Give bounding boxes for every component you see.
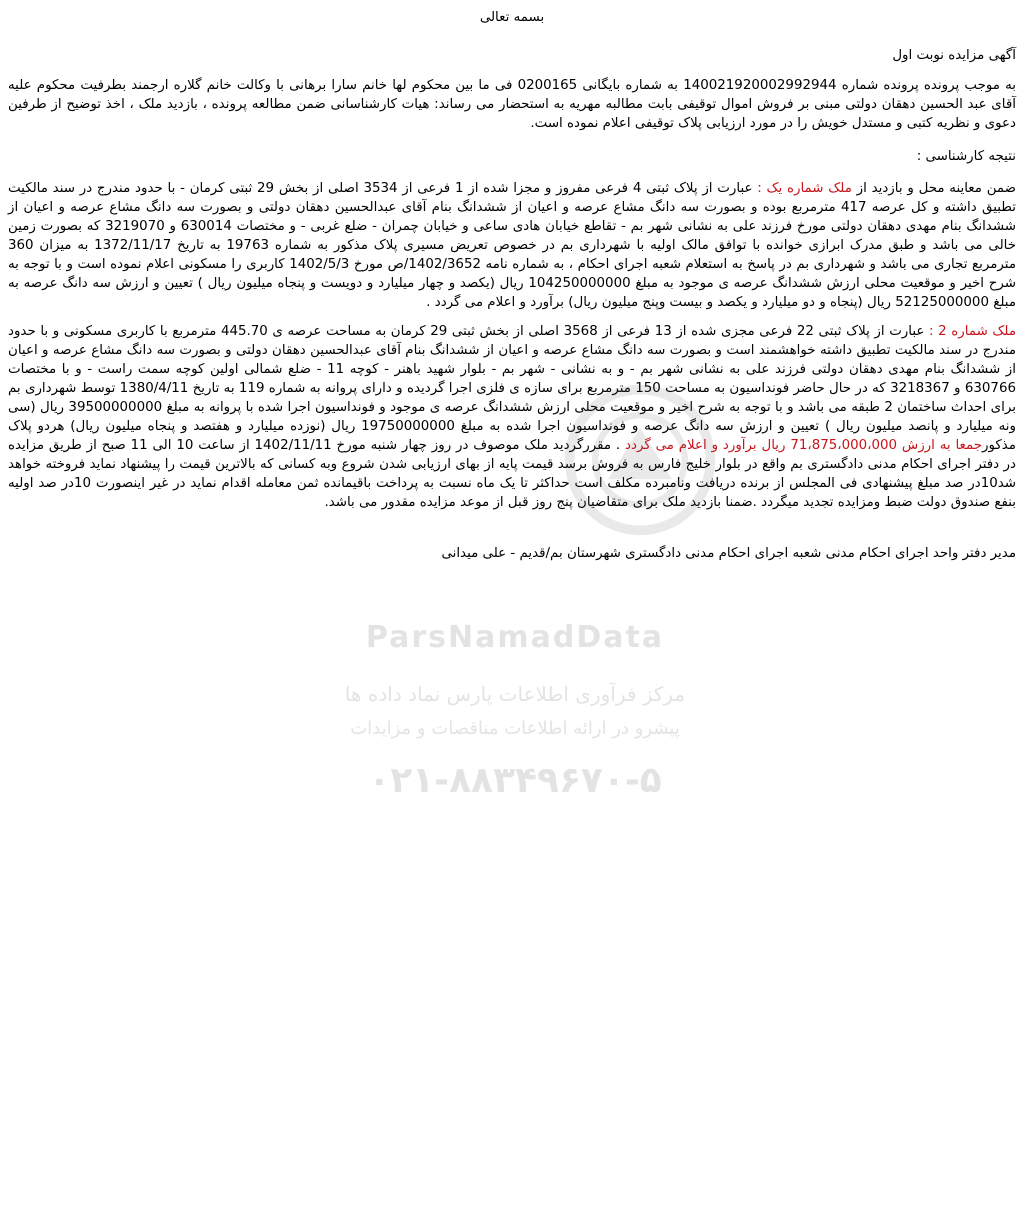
intro-paragraph: به موجب پرونده پرونده شماره 140021920002992944 به شماره بایگانی 0200165 فی ما بین محکوم لها خانم سارا برهانی با وکالت خانم گلاره ارجمند بطرفیت محکوم علیه آقای عبد الحسین دهقان دولتی مبنی بر فروش اموال توقیفی بابت مطالبه مهریه به استحضار می رساند: هیات کارشناسانی ضمن مطالعه پرونده ، بازدید ملک ، اخذ توضیح از طرفین دعوی و نظریه کتبی و مستدل خویش را در مورد ارزیابی پلاک توقیفی اعلام نموده است. — [8, 78, 1017, 131]
document-title: بسمه تعالی — [479, 10, 545, 25]
property-two-label: ملک شماره 2 : — [929, 324, 1016, 339]
auction-details-text: . مقررگردید ملک موصوف در روز چهار شنبه مورخ 1402/11/11 از ساعت 10 الی 11 صبح از طریق مزایده در دفتر اجرای احکام مدنی دادگستری بم واقع در بلوار خلیج فارس به فروش برسد قیمت پایه از بهای ارزیابی شدن شروع وبه کسانی که بالاترین قیمت را پیشنهاد نماید فروخته خواهد شد10در صد مبلغ پیشنهادی فی المجلس از برنده دریافت ونامبرده مکلف است حداکثر تا یک ماه نسبت به پرداخت باقیمانده ثمن معامله اقدام نماید در غیر اینصورت 10در صد اولیه بنفع صندوق دولت ضبط ومزایده تجدید میگردد .ضمنا بازدید ملک برای متقاضیان پنج روز قبل از موعد مزایده مقدور می باشد. — [8, 438, 1016, 510]
watermark — [280, 590, 750, 850]
announcement-document — [8, 0, 1016, 563]
property-two-paragraph — [8, 322, 1016, 512]
watermark-brand: ParsNamadData — [365, 620, 665, 655]
section-heading: نتیجه کارشناسی : — [916, 149, 1016, 164]
property-one-text: عبارت از پلاک ثبتی 4 فرعی مفروز و مجزا شده از 1 فرعی از 3534 اصلی از بخش 29 ثبتی کرمان - با حدود مندرج در سند مالکیت تطبیق داشته و کل عرصه 417 مترمربع بوده و بصورت سه دانگ مشاع عرصه و اعیان از ششدانگ بنام آقای عبدالحسین دهقان دولتی و بصورت سه دانگ مشاع عرصه و اعیان از ششدانگ بنام مهدی دهقان دولتی مورخ فرزند علی به نشانی شهر بم - تقاطع خیابان هادی ساعی و خیابان چمران - ضلع غربی - و مختصات 630014 و 3219070 که بصورت زمین خالی می باشد و طبق مدرک ابرازی خوانده با توافق مالک اولیه با شهرداری بم در خصوص تعریض مسیری پلاک مذکور به شماره 19763 به تاریخ 1372/11/17 به میزان 360 مترمربع تجاری می باشد و شهرداری بم در پاسخ به استعلام شعبه اجرای احکام ، به شماره نامه 1402/3652/ص مورخ 1402/5/3 کاربری را مسکونی اعلام نموده است و با توجه به شرح اخیر و موقعیت محلی ارزش ششدانگ عرصه ی موجود به مبلغ 104250000000 ریال (یکصد و چهار میلیارد و دویست و پنجاه میلیون ریال ) تعیین و ارزش سه دانگ عرصه به مبلغ 52125000000 ریال (پنجاه و دو میلیارد و یکصد و بیست وپنج میلیون ریال) برآورد و اعلام می گردد . — [8, 181, 1017, 310]
signature-line: مدیر دفتر واحد اجرای احکام مدنی شعبه اجرای احکام مدنی دادگستری شهرستان بم/قدیم - علی میدانی — [441, 546, 1016, 561]
property-two-text: عبارت از پلاک ثبتی 22 فرعی مجزی شده از 13 فرعی از 3568 اصلی از بخش ثبتی 29 کرمان به مساحت عرصه ی 445.70 مترمربع با کاربری مسکونی و با حدود مندرج در سند مالکیت تطبیق داشته خواهشمند است و بصورت سه دانگ مشاع عرصه و اعیان از ششدانگ بنام آقای عبدالحسین دهقان دولتی و بصورت سه دانگ مشاع عرصه و اعیان از ششدانگ بنام مهدی دهقان دولتی فرزند علی به نشانی شهر بم - و به نشانی - شهر بم - بلوار شهید باهنر - کوچه 11 - ضلع شمالی اولین کوچه سمت راست - و با مختصات 630766 و 3218367 که در حال حاضر فونداسیون به مساحت 150 مترمربع برای سازه ی فلزی اجرا گردیده و دارای پروانه به شماره 119 به تاریخ 1380/4/11 توسط شهرداری بم برای احداث ساختمان 2 طبقه می باشد و با توجه به شرح اخیر و موقعیت محلی ارزش ششدانگ عرصه ی موجود و فونداسیون اجرا شده با پروانه به مبلغ 39500000000 ریال (سی ونه میلیارد و پانصد میلیون ریال ) تعیین و ارزش سه دانگ عرصه و فونداسیون اجرا شده به مبلغ 19750000000 ریال (نوزده میلیارد و هفتصد و پنجاه میلیون ریال) هردو پلاک مذکور — [8, 324, 1017, 453]
watermark-line-1: مرکز فرآوری اطلاعات پارس نماد داده ها — [344, 682, 686, 706]
announcement-subtitle: آگهی مزایده نوبت اول — [892, 48, 1016, 63]
property-one-paragraph — [8, 179, 1016, 312]
watermark-line-2: پیشرو در ارائه اطلاعات مناقصات و مزایدات — [350, 718, 680, 739]
total-value-highlight: جمعا به ارزش 71،875،000،000 ریال برآورد و اعلام می گردد — [625, 438, 983, 453]
property-one-lead: ضمن معاینه محل و بازدید از — [851, 181, 1017, 196]
watermark-phone: ۰۲۱-۸۸۳۴۹۶۷۰-۵ — [368, 760, 662, 801]
property-one-label: ملک شماره یک : — [757, 181, 852, 196]
